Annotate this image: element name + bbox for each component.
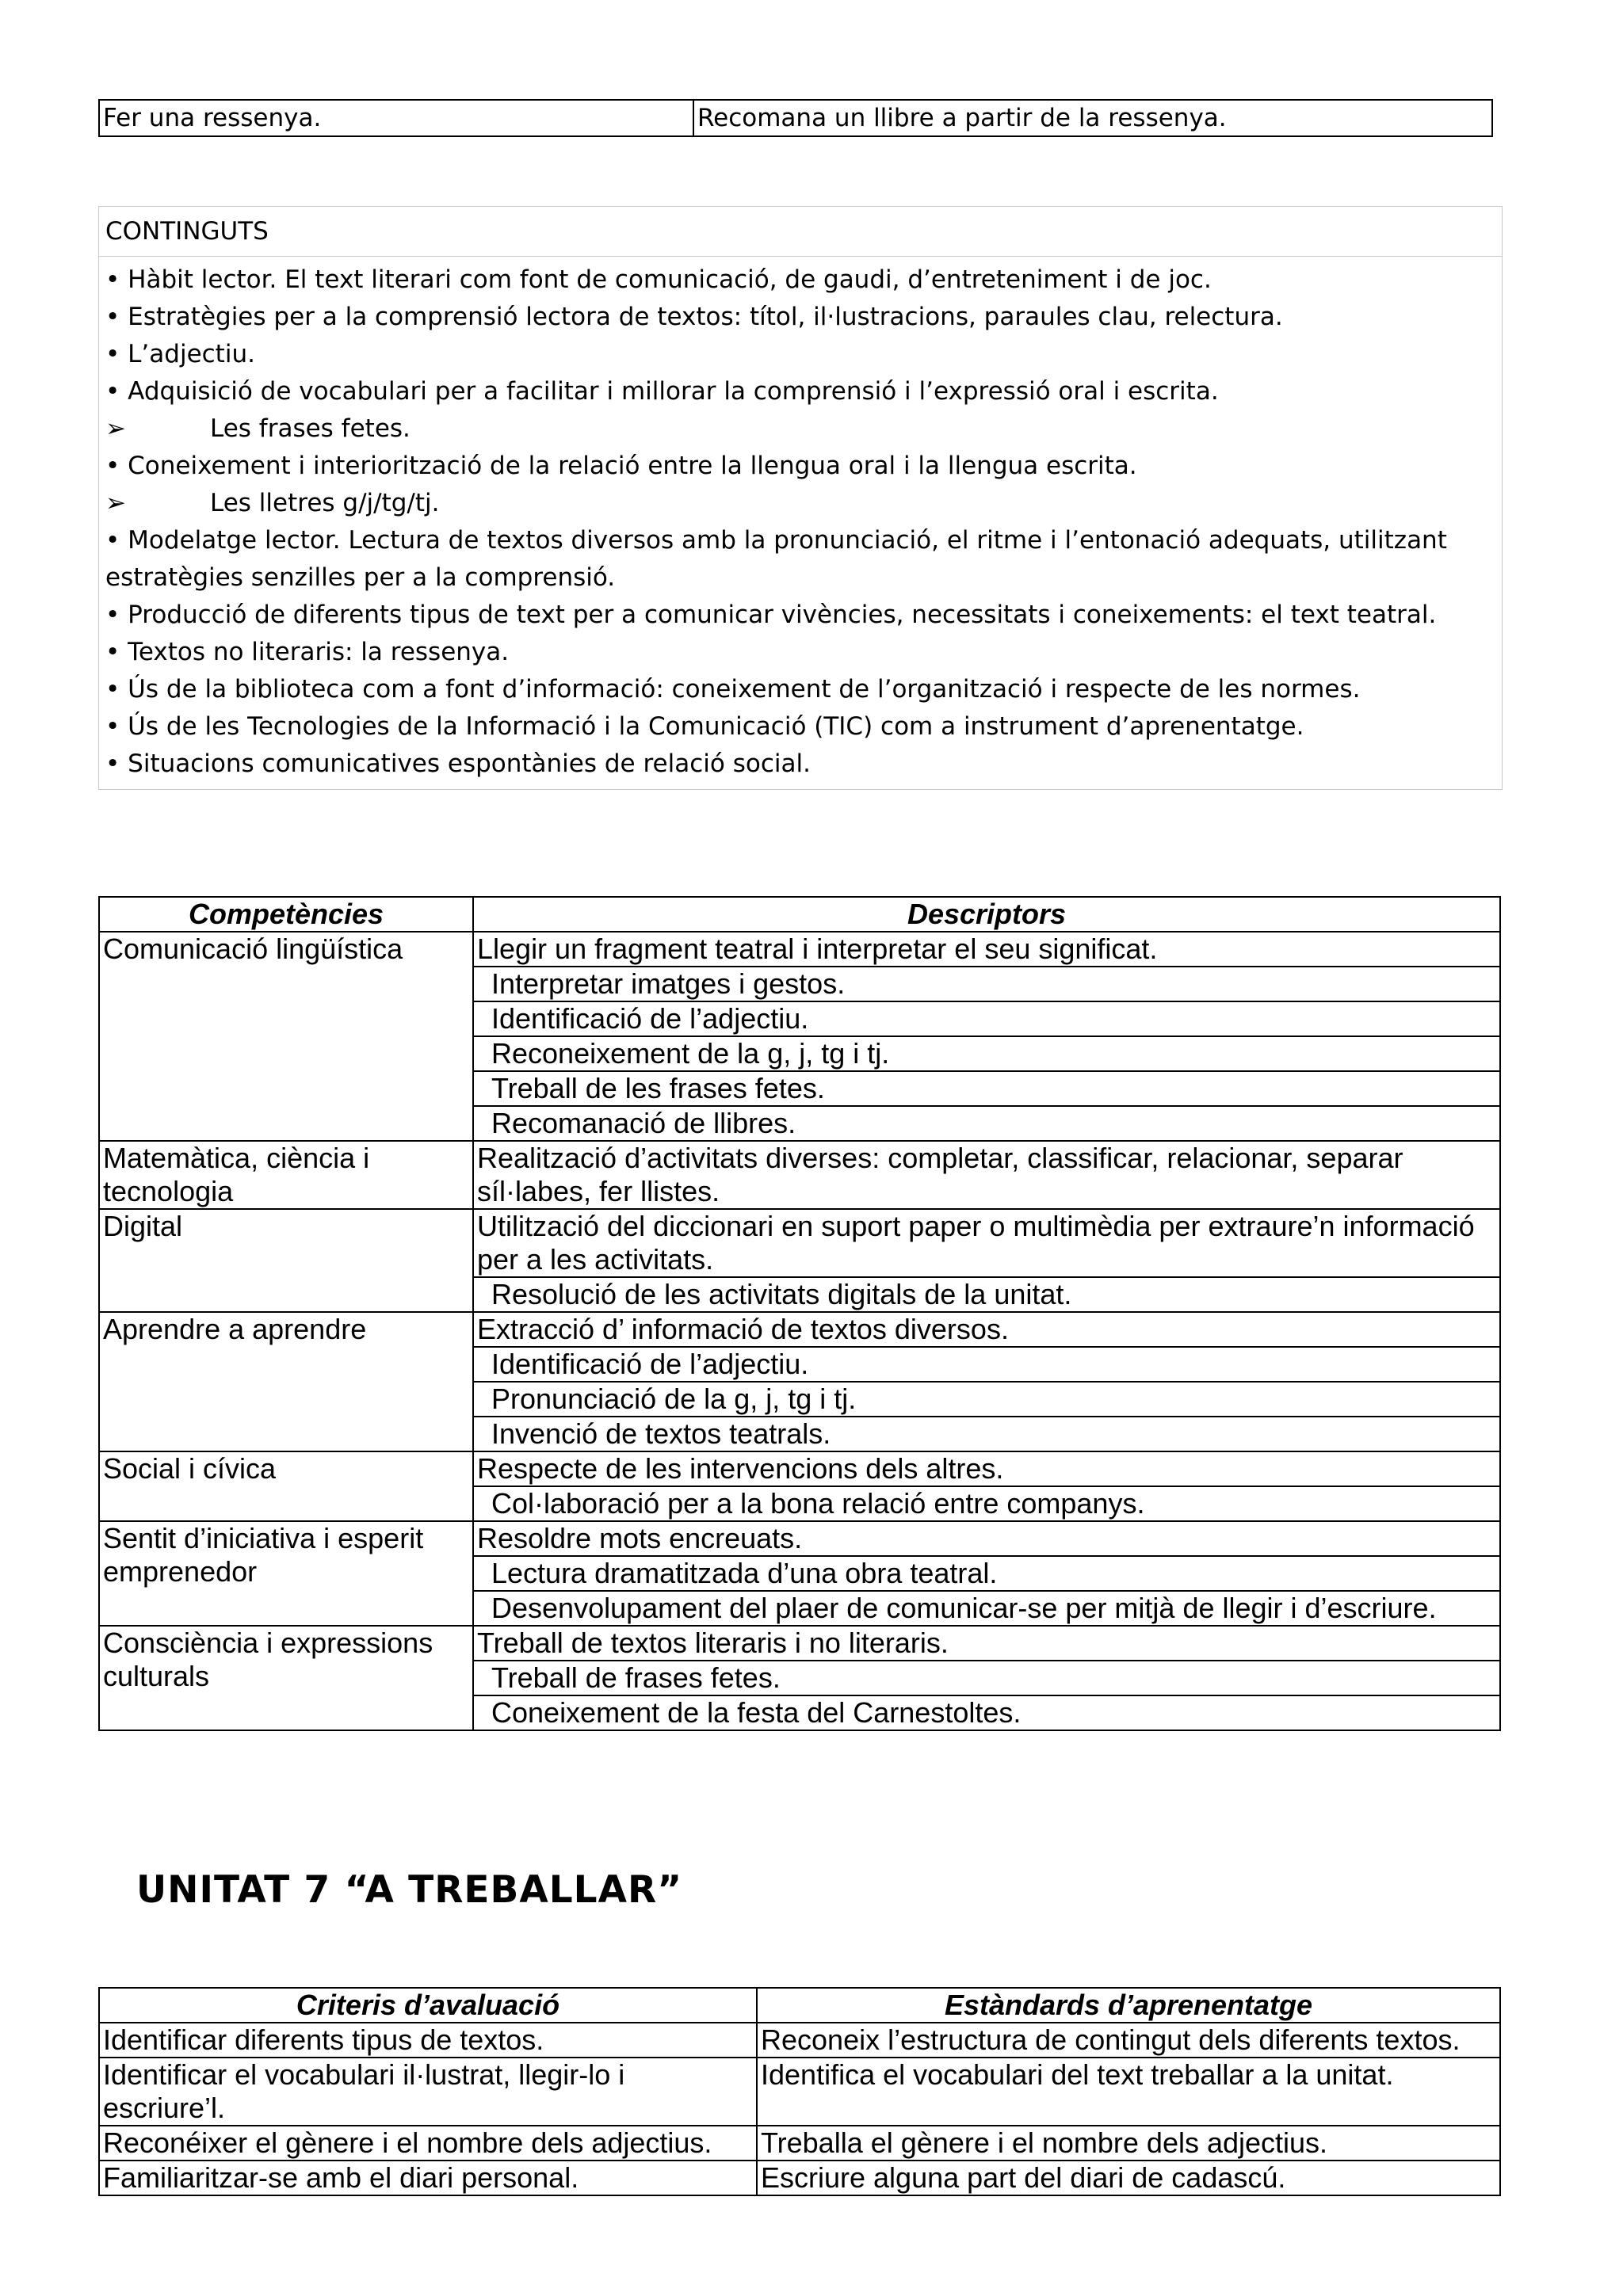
- descriptor-cell: Extracció d’ informació de textos diversos.: [473, 1312, 1500, 1347]
- continguts-list: [99, 257, 1502, 789]
- top-table: [98, 99, 1493, 137]
- column-header: Criteris d’avaluació: [99, 1988, 757, 2023]
- criteria-cell: Familiaritzar-se amb el diari personal.: [99, 2161, 757, 2195]
- table-row: [99, 100, 1492, 136]
- table-header-row: [99, 897, 1500, 932]
- bullet-icon: •: [105, 265, 120, 294]
- table-row: [99, 1626, 1500, 1661]
- table-row: [99, 2161, 1500, 2195]
- standard-cell: Escriure alguna part del diari de cadascú.: [757, 2161, 1500, 2195]
- criteria-cell: Identificar el vocabulari il·lustrat, llegir-lo i escriure’l.: [99, 2058, 757, 2126]
- list-item: [105, 373, 1495, 410]
- competencies-table: [98, 896, 1501, 1731]
- competence-name: Aprendre a aprendre: [99, 1312, 473, 1451]
- list-item: [105, 410, 1495, 448]
- list-item-text: Estratègies per a la comprensió lectora de textos: títol, il·lustracions, paraules clau, relectura.: [128, 303, 1283, 331]
- table-row: [99, 1141, 1500, 1209]
- table-cell: Recomana un llibre a partir de la ressenya.: [693, 100, 1492, 136]
- bullet-icon: •: [105, 377, 120, 406]
- standard-cell: Reconeix l’estructura de contingut dels diferents textos.: [757, 2023, 1500, 2058]
- descriptor-cell: Respecte de les intervencions dels altres.: [473, 1451, 1500, 1486]
- list-item-text: Producció de diferents tipus de text per a comunicar vivències, necessitats i coneixements: el text teatral.: [128, 601, 1437, 629]
- bullet-icon: •: [105, 340, 120, 368]
- descriptor-cell: Reconeixement de la g, j, tg i tj.: [473, 1036, 1500, 1071]
- standard-cell: Identifica el vocabulari del text treballar a la unitat.: [757, 2058, 1500, 2126]
- list-item: [105, 448, 1495, 485]
- table-row: [99, 1209, 1500, 1277]
- bullet-icon: •: [105, 712, 120, 741]
- descriptor-cell: Lectura dramatitzada d’una obra teatral.: [473, 1556, 1500, 1591]
- descriptor-cell: Recomanació de llibres.: [473, 1106, 1500, 1141]
- list-item-text: L’adjectiu.: [128, 340, 255, 368]
- list-item: [105, 522, 1495, 597]
- column-header: Competències: [99, 897, 473, 932]
- competence-name: Social i cívica: [99, 1451, 473, 1521]
- table-row: [99, 1312, 1500, 1347]
- descriptor-cell: Treball de frases fetes.: [473, 1661, 1500, 1695]
- list-item: [105, 746, 1495, 783]
- descriptor-cell: Coneixement de la festa del Carnestoltes.: [473, 1695, 1500, 1730]
- list-item: [105, 708, 1495, 746]
- bullet-icon: •: [105, 526, 120, 555]
- list-item: [105, 336, 1495, 373]
- competence-name: Comunicació lingüística: [99, 932, 473, 1141]
- criteria-cell: Identificar diferents tipus de textos.: [99, 2023, 757, 2058]
- bullet-icon: •: [105, 601, 120, 629]
- standard-cell: Treballa el gènere i el nombre dels adjectius.: [757, 2126, 1500, 2161]
- bullet-icon: •: [105, 675, 120, 704]
- list-item: [105, 485, 1495, 522]
- table-row: [99, 1521, 1500, 1556]
- bullet-icon: •: [105, 749, 120, 778]
- table-row: [99, 932, 1500, 967]
- continguts-box: [98, 206, 1503, 790]
- list-item-text: Les frases fetes.: [210, 414, 411, 443]
- table-row: [99, 1451, 1500, 1486]
- evaluation-table: [98, 1987, 1501, 2196]
- descriptor-cell: Desenvolupament del plaer de comunicar-se per mitjà de llegir i d’escriure.: [473, 1591, 1500, 1626]
- list-item-text: Ús de les Tecnologies de la Informació i la Comunicació (TIC) com a instrument d’aprenentatge.: [128, 712, 1304, 741]
- list-item-text: Situacions comunicatives espontànies de relació social.: [128, 749, 811, 778]
- list-item-text: Hàbit lector. El text literari com font de comunicació, de gaudi, d’entreteniment i de joc.: [128, 265, 1212, 294]
- criteria-cell: Reconéixer el gènere i el nombre dels adjectius.: [99, 2126, 757, 2161]
- arrow-bullet-icon: ➢: [105, 489, 126, 517]
- competence-name: Consciència i expressions culturals: [99, 1626, 473, 1730]
- competence-name: Digital: [99, 1209, 473, 1312]
- arrow-bullet-icon: ➢: [105, 414, 126, 443]
- bullet-icon: •: [105, 452, 120, 480]
- column-header: Descriptors: [473, 897, 1500, 932]
- descriptor-cell: Treball de les frases fetes.: [473, 1071, 1500, 1106]
- list-item: [105, 597, 1495, 634]
- list-item-text: Les lletres g/j/tg/tj.: [210, 489, 440, 517]
- unit-title: UNITAT 7 “A TREBALLAR”: [136, 1868, 683, 1912]
- column-header: Estàndards d’aprenentatge: [757, 1988, 1500, 2023]
- list-item: [105, 671, 1495, 708]
- continguts-heading: CONTINGUTS: [99, 207, 1502, 257]
- bullet-icon: •: [105, 638, 120, 666]
- list-item-text: Coneixement i interiorització de la relació entre la llengua oral i la llengua escrita.: [128, 452, 1137, 480]
- descriptor-cell: Llegir un fragment teatral i interpretar el seu significat.: [473, 932, 1500, 967]
- table-row: [99, 2126, 1500, 2161]
- descriptor-cell: Pronunciació de la g, j, tg i tj.: [473, 1382, 1500, 1417]
- descriptor-cell: Identificació de l’adjectiu.: [473, 1001, 1500, 1036]
- list-item-text: Ús de la biblioteca com a font d’informació: coneixement de l’organització i respecte de les normes.: [128, 675, 1361, 704]
- competence-name: Matemàtica, ciència i tecnologia: [99, 1141, 473, 1209]
- descriptor-cell: Col·laboració per a la bona relació entre companys.: [473, 1486, 1500, 1521]
- descriptor-cell: Interpretar imatges i gestos.: [473, 967, 1500, 1001]
- table-row: [99, 2023, 1500, 2058]
- list-item-text: Modelatge lector. Lectura de textos diversos amb la pronunciació, el ritme i l’entonació adequats, utilitzant estratègies senzilles per a la comprensió.: [105, 526, 1447, 592]
- list-item: [105, 299, 1495, 336]
- list-item-text: Adquisició de vocabulari per a facilitar i millorar la comprensió i l’expressió oral i escrita.: [128, 377, 1219, 406]
- list-item: [105, 634, 1495, 671]
- bullet-icon: •: [105, 303, 120, 331]
- descriptor-cell: Identificació de l’adjectiu.: [473, 1347, 1500, 1382]
- descriptor-cell: Treball de textos literaris i no literaris.: [473, 1626, 1500, 1661]
- table-row: [99, 2058, 1500, 2126]
- descriptor-cell: Realització d’activitats diverses: completar, classificar, relacionar, separar síl·labes, fer llistes.: [473, 1141, 1500, 1209]
- competence-name: Sentit d’iniciativa i esperit emprenedor: [99, 1521, 473, 1626]
- descriptor-cell: Invenció de textos teatrals.: [473, 1417, 1500, 1451]
- descriptor-cell: Utilització del diccionari en suport paper o multimèdia per extraure’n informació per a les activitats.: [473, 1209, 1500, 1277]
- table-header-row: [99, 1988, 1500, 2023]
- table-cell: Fer una ressenya.: [99, 100, 693, 136]
- descriptor-cell: Resoldre mots encreuats.: [473, 1521, 1500, 1556]
- list-item: [105, 261, 1495, 299]
- list-item-text: Textos no literaris: la ressenya.: [128, 638, 510, 666]
- descriptor-cell: Resolució de les activitats digitals de la unitat.: [473, 1277, 1500, 1312]
